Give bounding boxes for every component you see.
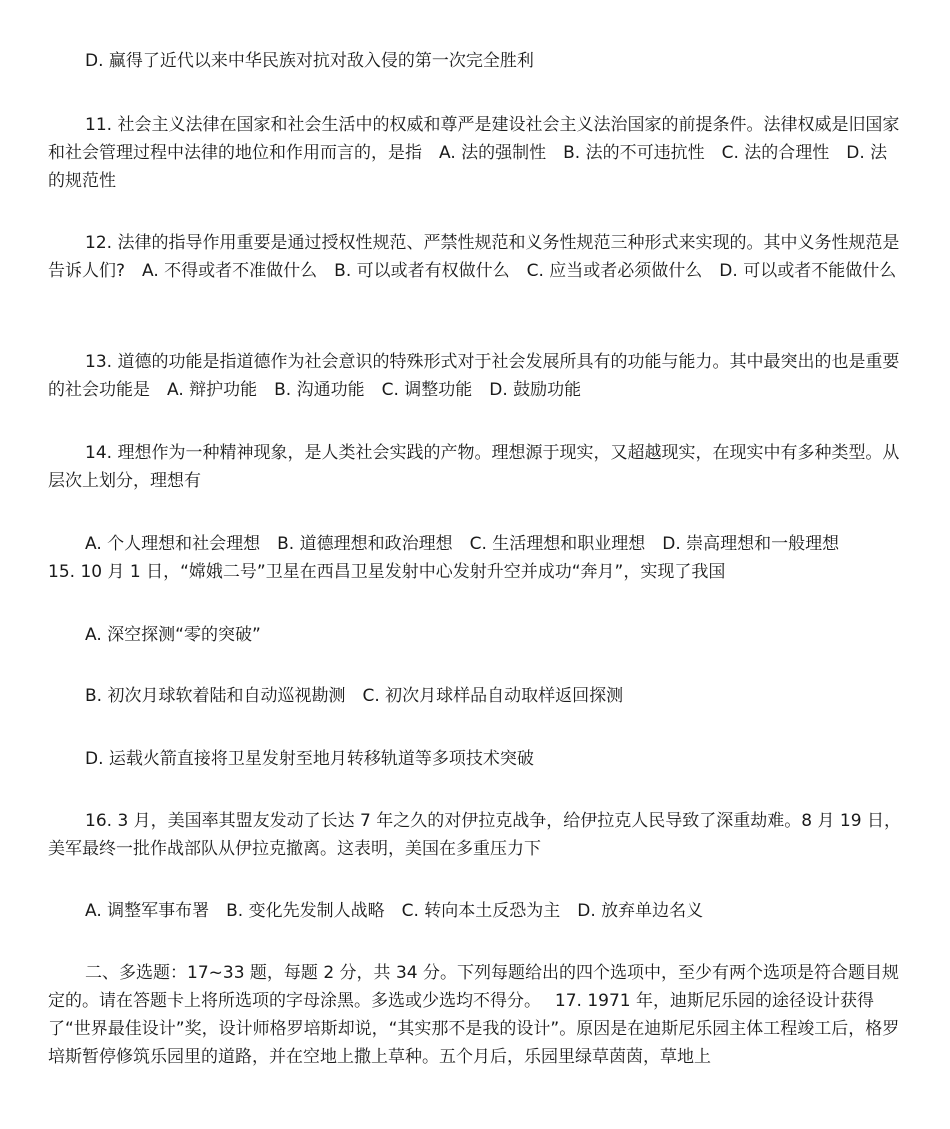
- question-14-options: A. 个人理想和社会理想 B. 道德理想和政治理想 C. 生活理想和职业理想 D. 崇高理想和一般理想: [85, 534, 840, 554]
- question-12: 12. 法律的指导作用重要是通过授权性规范、严禁性规范和义务性规范三种形式来实现的。其中义务性规范是告诉人们? A. 不得或者不准做什么 B. 可以或者有权做什么 C. 应当或者必须做什么 D. 可以或者不能做什么: [48, 233, 900, 281]
- question-15-option-d: D. 运载火箭直接将卫星发射至地月转移轨道等多项技术突破: [85, 749, 534, 769]
- question-15: 15. 10 月 1 日，“嫦娥二号”卫星在西昌卫星发射中心发射升空并成功“奔月”，实现了我国: [48, 562, 726, 582]
- question-13: 13. 道德的功能是指道德作为社会意识的特殊形式对于社会发展所具有的功能与能力。其中最突出的也是重要的社会功能是 A. 辩护功能 B. 沟通功能 C. 调整功能 D. 鼓励功能: [48, 352, 900, 400]
- question-11: 11. 社会主义法律在国家和社会生活中的权威和尊严是建设社会主义法治国家的前提条件。法律权威是旧国家和社会管理过程中法律的地位和作用而言的，是指 A. 法的强制性 B. 法的不可违抗性 C. 法的合理性 D. 法的规范性: [48, 115, 900, 191]
- question-15-options-bc: B. 初次月球软着陆和自动巡视勘测 C. 初次月球样品自动取样返回探测: [85, 686, 624, 706]
- question-16: 16. 3 月，美国率其盟友发动了长达 7 年之久的对伊拉克战争，给伊拉克人民导致了深重劫难。8 月 19 日，美军最终一批作战部队从伊拉克撤离。这表明，美国在多重压力下: [48, 811, 901, 859]
- multiple-choice-section: 二、多选题：17~33 题，每题 2 分，共 34 分。下列每题给出的四个选项中，至少有两个选项是符合题目规定的。请在答题卡上将所选项的字母涂黑。多选或少选均不得分。 17. 1971 年，迪斯尼乐园的途径设计获得了“世界最佳设计”奖，设计师格罗培斯却说，“其实那不是我的设计”。原因是在迪斯尼乐园主体工程竣工后，格罗培斯暂停修筑乐园里的道路，并在空地上撒上草种。五个月后，乐园里绿草茵茵，草地上: [48, 963, 900, 1067]
- question-14: 14. 理想作为一种精神现象，是人类社会实践的产物。理想源于现实，又超越现实，在现实中有多种类型。从层次上划分，理想有: [48, 443, 900, 491]
- question-16-options: A. 调整军事布署 B. 变化先发制人战略 C. 转向本土反恐为主 D. 放弃单边名义: [85, 901, 704, 921]
- question-15-option-a: A. 深空探测“零的突破”: [85, 625, 261, 645]
- option-d-line: D. 赢得了近代以来中华民族对抗对敌入侵的第一次完全胜利: [85, 51, 534, 71]
